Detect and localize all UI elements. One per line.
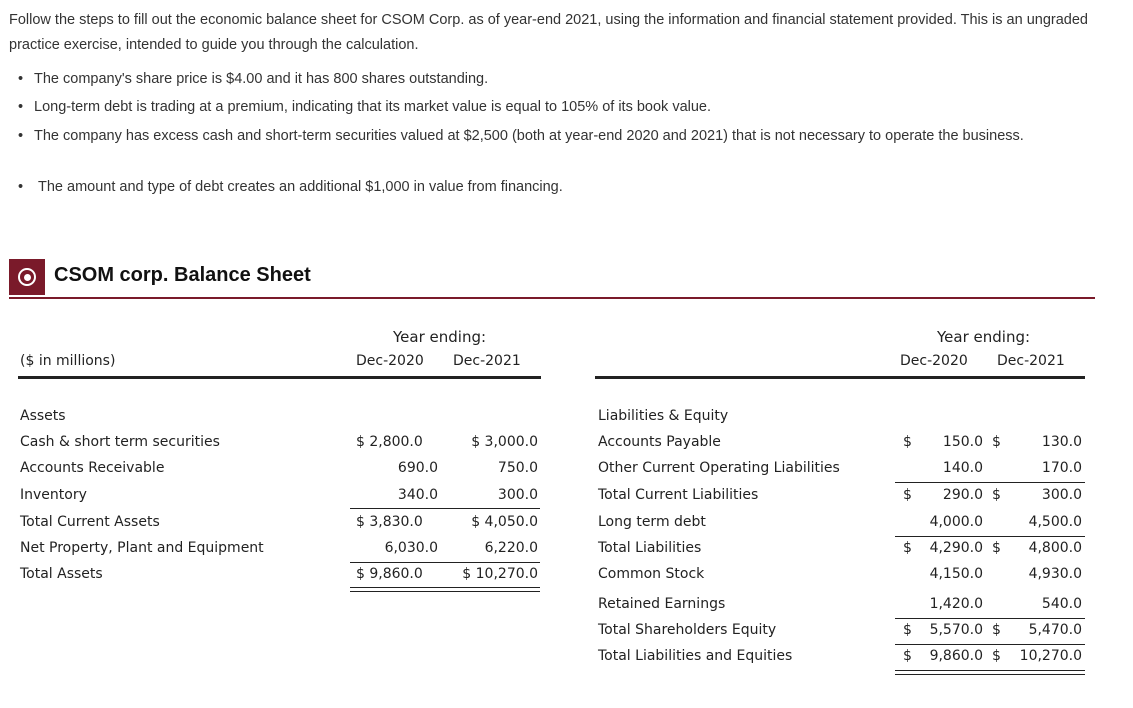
row-label: Cash & short term securities [20,434,220,450]
value-2020: 9,860.0 [929,648,983,664]
divider [595,376,1085,379]
col-header-2020: Dec-2020 [356,353,424,369]
row-label: Total Liabilities [598,540,702,556]
value-2020: 690.0 [397,460,438,476]
bullet-item: • The amount and type of debt creates an additional $1,000 in value from financing. [18,176,1098,198]
value-2021: $ 3,000.0 [471,434,538,450]
row-label: Total Current Liabilities [598,487,759,503]
value-2021: 540.0 [1041,596,1082,612]
value-2021: 300.0 [497,487,538,503]
value-2021: 4,930.0 [1028,566,1082,582]
bullet-item: • The company's share price is $4.00 and it has 800 shares outstanding. [18,68,1098,96]
value-2021: 10,270.0 [1019,648,1082,664]
intro-text: Follow the steps to fill out the economic balance sheet for CSOM Corp. as of year-end 2021, using the information and financial statement provided. This is an ungraded practice exercise, intended to guide you through the calculation. [9,12,1088,53]
row-label: Total Current Assets [20,514,160,530]
col-header-2021: Dec-2021 [453,353,521,369]
bullet-item: • Long-term debt is trading at a premium, indicating that its market value is equal to 105% of its book value. [18,96,1098,124]
units-label: ($ in millions) [20,353,116,369]
dollar-sign: $ [992,622,1001,638]
row-label: Inventory [20,487,87,503]
dollar-sign: $ [903,434,912,450]
section-title: CSOM corp. Balance Sheet [54,264,311,286]
value-2021: 4,500.0 [1028,514,1082,530]
value-2020: $ 2,800.0 [356,434,423,450]
year-ending-header: Year ending: [393,328,487,346]
col-header-2021: Dec-2021 [997,353,1065,369]
value-2020: 340.0 [397,487,438,503]
value-2020: 6,030.0 [384,540,438,556]
liabilities-title: Liabilities & Equity [598,408,729,424]
bullet-item: • The company has excess cash and short-term securities valued at $2,500 (both at year-end 2020 and 2021) that is not necessary to operate the business. [18,124,1098,176]
dollar-sign: $ [903,648,912,664]
value-2020: 5,570.0 [929,622,983,638]
value-2021: 300.0 [1041,487,1082,503]
col-header-2020: Dec-2020 [900,353,968,369]
value-2020: $ 3,830.0 [356,514,423,530]
value-2020: 4,150.0 [929,566,983,582]
dollar-sign: $ [992,434,1001,450]
value-2021: 5,470.0 [1028,622,1082,638]
dollar-sign: $ [903,487,912,503]
value-2020: 140.0 [942,460,983,476]
value-2021: 750.0 [497,460,538,476]
row-label: Total Shareholders Equity [598,622,777,638]
row-label: Retained Earnings [598,596,726,612]
row-label: Total Assets [20,566,103,582]
row-label: Common Stock [598,566,705,582]
value-2020: $ 9,860.0 [356,566,423,582]
row-label: Total Liabilities and Equities [598,648,793,664]
row-label: Accounts Receivable [20,460,165,476]
value-2021: 6,220.0 [484,540,538,556]
value-2021: $ 4,050.0 [471,514,538,530]
value-2021: 170.0 [1041,460,1082,476]
dollar-sign: $ [992,487,1001,503]
value-2020: 4,000.0 [929,514,983,530]
row-label: Other Current Operating Liabilities [598,460,840,476]
dollar-sign: $ [903,622,912,638]
value-2021: 130.0 [1041,434,1082,450]
value-2020: 290.0 [942,487,983,503]
row-label: Net Property, Plant and Equipment [20,540,264,556]
value-2021: 4,800.0 [1028,540,1082,556]
dollar-sign: $ [992,648,1001,664]
year-ending-header: Year ending: [937,328,1031,346]
row-label: Accounts Payable [598,434,721,450]
dollar-sign: $ [992,540,1001,556]
value-2020: 1,420.0 [929,596,983,612]
value-2021: $ 10,270.0 [462,566,538,582]
value-2020: 4,290.0 [929,540,983,556]
assets-title: Assets [20,408,66,424]
dollar-sign: $ [903,540,912,556]
row-label: Long term debt [598,514,706,530]
value-2020: 150.0 [942,434,983,450]
